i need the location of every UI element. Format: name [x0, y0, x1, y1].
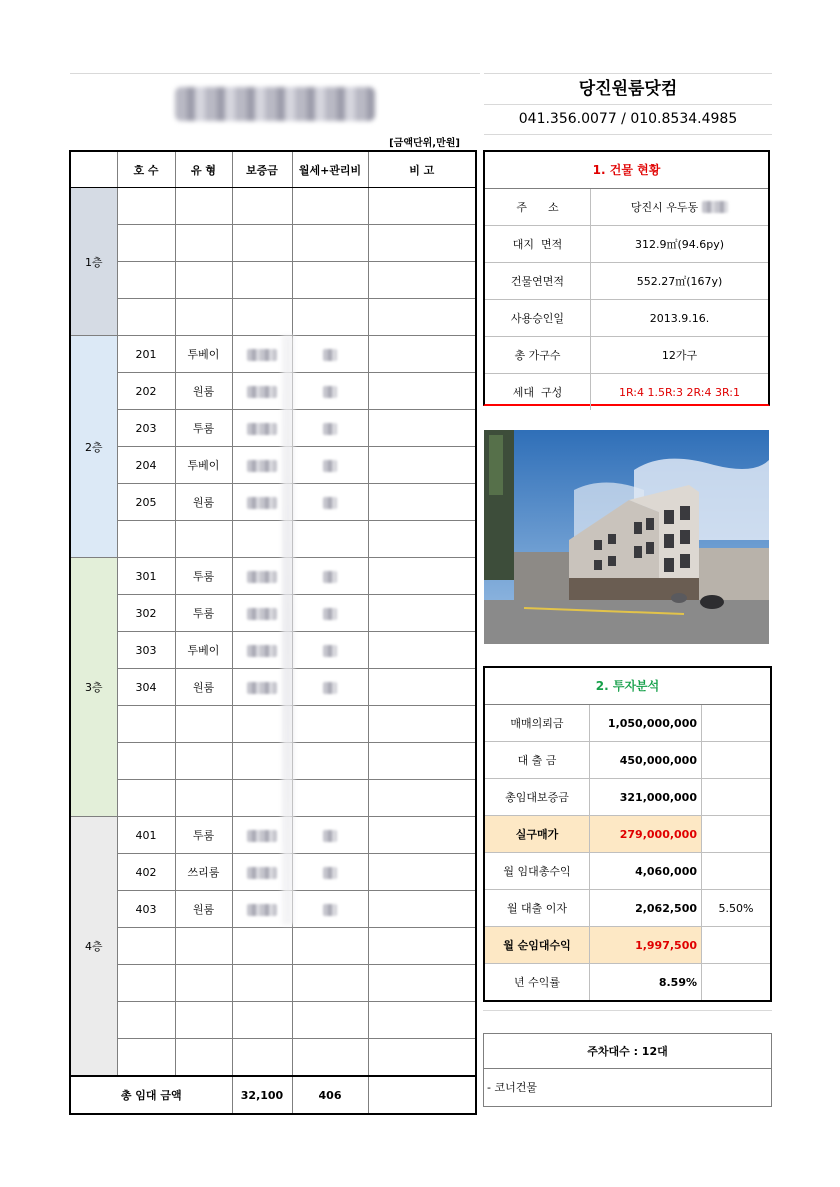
- room-type: [175, 965, 232, 1002]
- room-rent: [292, 854, 368, 891]
- room-rent: [292, 1002, 368, 1039]
- room-rent: [292, 336, 368, 373]
- status-key: 총 가구수: [485, 337, 591, 373]
- status-value: [591, 189, 768, 225]
- room-type: 투룸: [175, 558, 232, 595]
- room-type: 투룸: [175, 817, 232, 854]
- blurred-deposit: [247, 830, 277, 842]
- room-type: [175, 743, 232, 780]
- col-header: 유 형: [175, 151, 232, 188]
- invest-extra: [702, 742, 770, 778]
- room-rent: [292, 1039, 368, 1077]
- room-remark: [368, 410, 476, 447]
- room-row: [70, 558, 476, 595]
- room-deposit: [232, 262, 292, 299]
- status-key: 세대 구성: [485, 374, 591, 410]
- invest-key: 월 임대총수익: [485, 853, 590, 889]
- room-rent: [292, 669, 368, 706]
- room-remark: [368, 632, 476, 669]
- room-row: [70, 521, 476, 558]
- room-remark: [368, 706, 476, 743]
- floor-label: 2층: [70, 336, 117, 558]
- floor-header: [70, 151, 117, 188]
- blurred-rent: [323, 830, 337, 842]
- room-deposit: [232, 1002, 292, 1039]
- invest-extra: [702, 779, 770, 815]
- invest-extra: [702, 853, 770, 889]
- room-remark: [368, 891, 476, 928]
- invest-row: [485, 779, 770, 816]
- blurred-deposit: [247, 497, 277, 509]
- invest-value: 279,000,000: [590, 816, 702, 852]
- room-rent: [292, 817, 368, 854]
- blurred-rent: [323, 423, 337, 435]
- total-deposit: 32,100: [232, 1076, 292, 1114]
- blurred-deposit: [247, 386, 277, 398]
- room-rent: [292, 780, 368, 817]
- room-rent: [292, 447, 368, 484]
- room-deposit: [232, 299, 292, 336]
- room-rent: [292, 521, 368, 558]
- blurred-deposit: [247, 349, 277, 361]
- room-row: [70, 965, 476, 1002]
- blurred-deposit: [247, 423, 277, 435]
- room-table-header: [70, 151, 476, 188]
- blurred-rent: [323, 682, 337, 694]
- redaction-smear: [282, 335, 294, 925]
- room-number: [117, 1039, 175, 1077]
- total-remark: [368, 1076, 476, 1114]
- status-key: 사용승인일: [485, 300, 591, 336]
- remark-note: - 코너건물: [483, 1069, 772, 1107]
- blurred-rent: [323, 645, 337, 657]
- room-type: [175, 706, 232, 743]
- room-row: [70, 632, 476, 669]
- room-remark: [368, 299, 476, 336]
- room-type: [175, 262, 232, 299]
- room-row: [70, 299, 476, 336]
- room-remark: [368, 484, 476, 521]
- blurred-rent: [323, 571, 337, 583]
- room-type: [175, 928, 232, 965]
- room-row: [70, 225, 476, 262]
- room-type: [175, 1039, 232, 1077]
- building-photo-illustration: [484, 430, 769, 644]
- room-rent: [292, 706, 368, 743]
- unit-label: [금액단위,만원]: [389, 138, 460, 149]
- listing-title-area: [70, 73, 480, 134]
- room-type: [175, 188, 232, 225]
- room-type: [175, 521, 232, 558]
- room-number: [117, 262, 175, 299]
- room-row: [70, 854, 476, 891]
- room-number: [117, 965, 175, 1002]
- room-rent: [292, 299, 368, 336]
- room-rent: [292, 595, 368, 632]
- invest-row: [485, 853, 770, 890]
- status-row: [485, 189, 768, 226]
- company-name: 당진원룸닷컴: [484, 73, 772, 105]
- room-row: [70, 1002, 476, 1039]
- room-remark: [368, 928, 476, 965]
- room-row: [70, 1039, 476, 1077]
- status-value: 12가구: [661, 349, 698, 362]
- room-type: [175, 225, 232, 262]
- total-row: [70, 1076, 476, 1114]
- room-remark: [368, 447, 476, 484]
- address-text: 당진시 우두동: [630, 201, 699, 214]
- col-header: 월세+관리비: [292, 151, 368, 188]
- status-key: 대지 면적: [485, 226, 591, 262]
- room-type: 투룸: [175, 595, 232, 632]
- room-remark: [368, 188, 476, 225]
- room-number: [117, 706, 175, 743]
- blurred-address: [702, 201, 728, 213]
- room-type: 투베이: [175, 632, 232, 669]
- room-remark: [368, 521, 476, 558]
- company-phone: 041.356.0077 / 010.8534.4985: [484, 104, 772, 135]
- room-row: [70, 817, 476, 854]
- room-number: 202: [117, 373, 175, 410]
- room-number: 402: [117, 854, 175, 891]
- room-number: 302: [117, 595, 175, 632]
- room-number: 403: [117, 891, 175, 928]
- room-remark: [368, 854, 476, 891]
- invest-value: 1,997,500: [590, 927, 702, 963]
- room-remark: [368, 595, 476, 632]
- building-photo: [484, 430, 769, 644]
- invest-key: 월 대출 이자: [485, 890, 590, 926]
- invest-value: 450,000,000: [590, 742, 702, 778]
- room-deposit: [232, 225, 292, 262]
- room-number: 205: [117, 484, 175, 521]
- room-rent: [292, 410, 368, 447]
- floor-label: 4층: [70, 817, 117, 1077]
- room-rent: [292, 262, 368, 299]
- invest-extra: [702, 705, 770, 741]
- room-remark: [368, 225, 476, 262]
- status-row: [485, 300, 768, 337]
- floor-label: 1층: [70, 188, 117, 336]
- status-title: 1. 건물 현황: [485, 152, 768, 189]
- room-type: 원룸: [175, 373, 232, 410]
- status-row: [485, 337, 768, 374]
- room-number: [117, 928, 175, 965]
- invest-key: 매매의뢰금: [485, 705, 590, 741]
- room-rent: [292, 891, 368, 928]
- total-rent: 406: [292, 1076, 368, 1114]
- room-number: [117, 743, 175, 780]
- room-number: [117, 299, 175, 336]
- room-rent: [292, 558, 368, 595]
- room-remark: [368, 558, 476, 595]
- room-type: 원룸: [175, 484, 232, 521]
- invest-key: 월 순임대수익: [485, 927, 590, 963]
- room-row: [70, 188, 476, 225]
- invest-key: 년 수익률: [485, 964, 590, 1000]
- room-number: 204: [117, 447, 175, 484]
- room-type: 원룸: [175, 669, 232, 706]
- room-number: [117, 225, 175, 262]
- status-value: 312.9㎡(94.6py): [634, 238, 725, 251]
- status-key: 건물연면적: [485, 263, 591, 299]
- room-remark: [368, 743, 476, 780]
- room-remark: [368, 965, 476, 1002]
- blurred-deposit: [247, 682, 277, 694]
- room-remark: [368, 1039, 476, 1077]
- invest-extra: [702, 927, 770, 963]
- room-row: [70, 373, 476, 410]
- room-deposit: [232, 188, 292, 225]
- invest-key: 대 출 금: [485, 742, 590, 778]
- room-row: [70, 447, 476, 484]
- room-remark: [368, 262, 476, 299]
- room-rent: [292, 373, 368, 410]
- invest-extra: [702, 964, 770, 1000]
- room-remark: [368, 780, 476, 817]
- invest-row: [485, 890, 770, 927]
- parking-info: 주차대수 : 12대: [483, 1033, 772, 1069]
- invest-value: 321,000,000: [590, 779, 702, 815]
- blurred-deposit: [247, 645, 277, 657]
- invest-value: 4,060,000: [590, 853, 702, 889]
- room-row: [70, 336, 476, 373]
- room-number: [117, 1002, 175, 1039]
- invest-row-highlight: [485, 816, 770, 853]
- building-status: [483, 150, 770, 406]
- room-rent: [292, 188, 368, 225]
- room-row: [70, 410, 476, 447]
- room-number: 401: [117, 817, 175, 854]
- room-type: 원룸: [175, 891, 232, 928]
- room-table: [69, 150, 477, 1115]
- room-remark: [368, 1002, 476, 1039]
- room-number: 201: [117, 336, 175, 373]
- room-rent: [292, 225, 368, 262]
- room-type: 쓰리룸: [175, 854, 232, 891]
- blurred-rent: [323, 867, 337, 879]
- room-remark: [368, 817, 476, 854]
- room-number: 301: [117, 558, 175, 595]
- blurred-title: [175, 87, 375, 121]
- status-value: 1R:4 1.5R:3 2R:4 3R:1: [618, 385, 741, 399]
- blurred-deposit: [247, 867, 277, 879]
- room-row: [70, 743, 476, 780]
- room-rent: [292, 928, 368, 965]
- room-row: [70, 262, 476, 299]
- status-value: 552.27㎡(167y): [636, 275, 723, 288]
- blurred-rent: [323, 386, 337, 398]
- invest-row-highlight: [485, 927, 770, 964]
- room-type: [175, 1002, 232, 1039]
- blurred-deposit: [247, 460, 277, 472]
- invest-row: [485, 742, 770, 779]
- blurred-deposit: [247, 904, 277, 916]
- invest-key: 실구매가: [485, 816, 590, 852]
- status-value: 2013.9.16.: [649, 311, 710, 325]
- blurred-rent: [323, 460, 337, 472]
- room-row: [70, 780, 476, 817]
- col-header: 비 고: [368, 151, 476, 188]
- room-remark: [368, 336, 476, 373]
- room-row: [70, 484, 476, 521]
- room-type: [175, 299, 232, 336]
- room-type: [175, 780, 232, 817]
- room-rent: [292, 743, 368, 780]
- invest-row: [485, 705, 770, 742]
- invest-key: 총임대보증금: [485, 779, 590, 815]
- col-header: 호 수: [117, 151, 175, 188]
- room-row: [70, 928, 476, 965]
- status-row: [485, 226, 768, 263]
- room-remark: [368, 373, 476, 410]
- room-number: [117, 780, 175, 817]
- room-deposit: [232, 928, 292, 965]
- blurred-rent: [323, 497, 337, 509]
- room-type: 투베이: [175, 336, 232, 373]
- blurred-deposit: [247, 571, 277, 583]
- total-label: 총 임대 금액: [70, 1076, 232, 1114]
- blurred-deposit: [247, 608, 277, 620]
- room-row: [70, 891, 476, 928]
- invest-row: [485, 964, 770, 1000]
- room-row: [70, 595, 476, 632]
- status-row: [485, 263, 768, 300]
- room-number: [117, 521, 175, 558]
- invest-value: 8.59%: [590, 964, 702, 1000]
- blurred-rent: [323, 608, 337, 620]
- investment-analysis: [483, 666, 772, 1002]
- status-key: 주 소: [485, 189, 591, 225]
- room-deposit: [232, 965, 292, 1002]
- room-number: 304: [117, 669, 175, 706]
- invest-extra: [702, 816, 770, 852]
- invest-extra: 5.50%: [718, 901, 754, 915]
- col-header: 보증금: [232, 151, 292, 188]
- room-deposit: [232, 1039, 292, 1077]
- room-type: 투베이: [175, 447, 232, 484]
- room-row: [70, 706, 476, 743]
- status-row: [485, 374, 768, 410]
- invest-value: 2,062,500: [590, 890, 702, 926]
- room-type: 투룸: [175, 410, 232, 447]
- invest-value: 1,050,000,000: [590, 705, 702, 741]
- divider: [483, 1010, 772, 1011]
- room-rent: [292, 965, 368, 1002]
- room-remark: [368, 669, 476, 706]
- room-rent: [292, 484, 368, 521]
- blurred-rent: [323, 904, 337, 916]
- invest-title: 2. 투자분석: [485, 668, 770, 705]
- room-number: 203: [117, 410, 175, 447]
- room-row: [70, 669, 476, 706]
- blurred-rent: [323, 349, 337, 361]
- floor-label: 3층: [70, 558, 117, 817]
- room-rent: [292, 632, 368, 669]
- room-number: [117, 188, 175, 225]
- room-number: 303: [117, 632, 175, 669]
